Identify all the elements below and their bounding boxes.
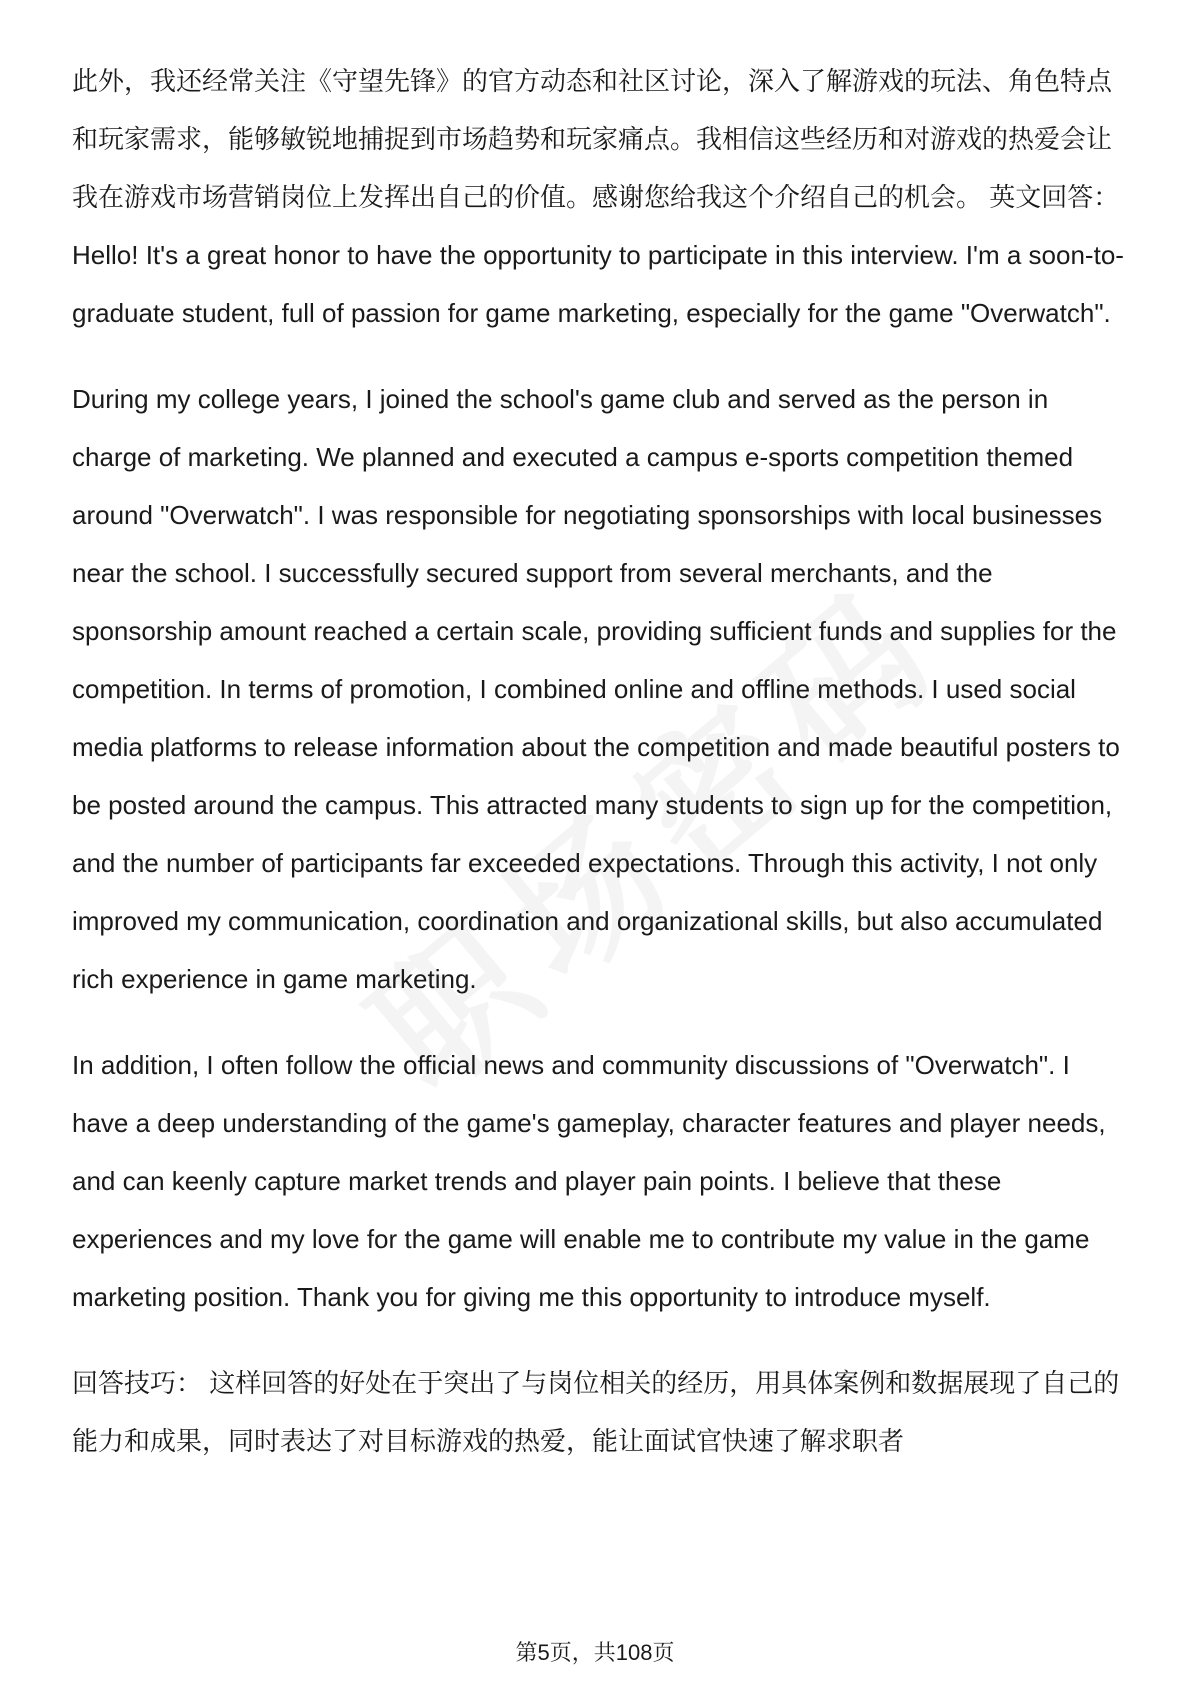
page-number-footer: 第5页，共108页 xyxy=(515,1640,675,1665)
paragraph-intro-continuation: 此外，我还经常关注《守望先锋》的官方动态和社区讨论，深入了解游戏的玩法、角色特点和玩家需求，能够敏锐地捕捉到市场趋势和玩家痛点。我相信这些经历和对游戏的热爱会让我在游戏市场营销岗位上发挥出自己的价值。感谢您给我这个介绍自己的机会。 英文回答： Hello! It's a great honor to have the opportunity to participate in this interview. I'm a soon-to-graduate student, full of passion for game marketing, especially for the game "Overwatch". xyxy=(72,66,1127,328)
document-body xyxy=(72,52,1128,1470)
paragraph-answer-tips: 回答技巧： 这样回答的好处在于突出了与岗位相关的经历，用具体案例和数据展现了自己的能力和成果，同时表达了对目标游戏的热爱，能让面试官快速了解求职者 xyxy=(72,1368,1120,1456)
paragraph-gap xyxy=(72,1326,1128,1354)
paragraph-gap xyxy=(72,342,1128,370)
paragraph-gap xyxy=(72,1008,1128,1036)
paragraph-additional-interest: In addition, I often follow the official news and community discussions of "Overwatch". I have a deep understanding of the game's gameplay, character features and player needs, and can keenly capture market trends and player pain points. I believe that these experiences and my love for the game will enable me to contribute my value in the game marketing position. Thank you for giving me this opportunity to introduce myself. xyxy=(72,1050,1113,1312)
paragraph-college-experience: During my college years, I joined the school's game club and served as the person in charge of marketing. We planned and executed a campus e-sports competition themed around "Overwatch". I was responsible for negotiating sponsorships with local businesses near the school. I successfully secured support from several merchants, and the sponsorship amount reached a certain scale, providing sufficient funds and supplies for the competition. In terms of promotion, I combined online and offline methods. I used social media platforms to release information about the competition and made beautiful posters to be posted around the campus. This attracted many students to sign up for the competition, and the number of participants far exceeded expectations. Through this activity, I not only improved my communication, coordination and organizational skills, but also accumulated rich experience in game marketing. xyxy=(72,384,1128,994)
